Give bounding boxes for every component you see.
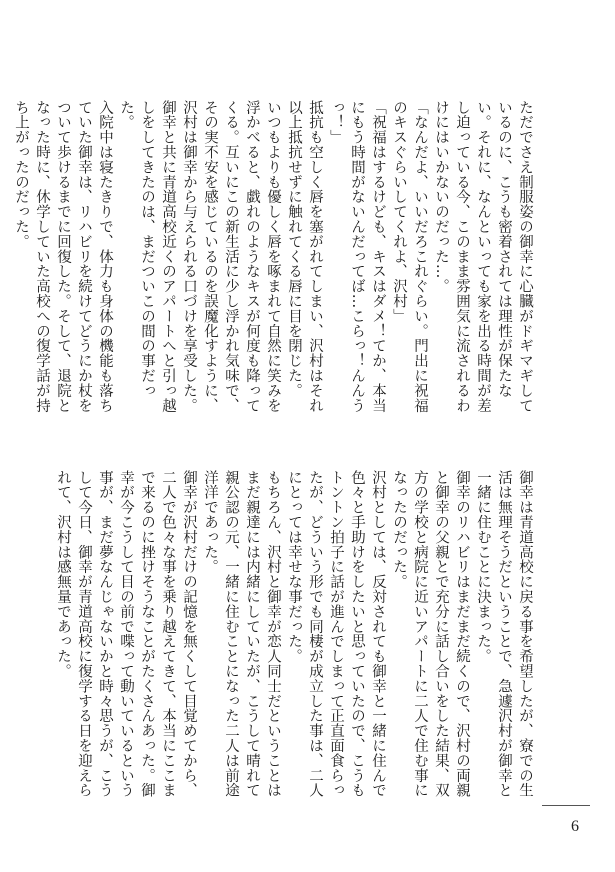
page-number-rule xyxy=(542,805,590,806)
paragraph: 御幸が沢村だけの記憶を無くして目覚めてから、二人で色々な事を乗り越えてきて、本当にここまで来るのに挫けそうなことがたくさんあった。御幸が今こうして目の前で喋って動いているという事が、まだ夢なんじゃないかと時々思うが、こうして今日、御幸が青道高校に復学する日を迎えられて、沢村は感無量であった。 xyxy=(55,470,197,798)
paragraph: ただでさえ制服姿の御幸に心臓がドギマギしているのに、こうも密着されては理性が保たない。それに、なんといっても家を出る時間が差し迫っている今、このまま雰囲気に流されるわけにはいかないのだった…。 xyxy=(433,100,533,413)
paragraph: もちろん、沢村と御幸が恋人同士だということはまだ親達には内緒にしていたが、こうして晴れて親公認の元、一緒に住むことになった二人は前途洋洋であった。 xyxy=(202,470,281,798)
paragraph: 御幸と共に青道高校近くのアパートへと引っ越しをしてきたのは、まだついこの間の事だった。 xyxy=(118,100,176,413)
body-text-lower xyxy=(55,470,535,810)
paragraph: 御幸は青道高校に戻る事を希望したが、寮での生活は無理そうだということで、急遽沢村が御幸と一緒に住むことに決まった。 xyxy=(475,470,533,798)
page-number: 6 xyxy=(571,818,579,835)
body-text-upper xyxy=(13,100,535,420)
paragraph: 抵抗も空しく唇を塞がれてしまい、沢村はそれ以上抵抗せずに触れてくる唇に目を閉じた。 xyxy=(286,100,323,413)
paragraph: 御幸のリハビリはまだまだ続くので、沢村の両親と御幸の父親とで充分に話し合いをした結果、双方の学校と病院に近いアパートに二人で住む事になったのだった。 xyxy=(391,470,470,798)
paragraph: 入院中は寝たきりで、体力も身体の機能も落ちていた御幸は、リハビリを続けてどうにか杖をついて歩けるまでに回復した。そして、退院となった時に、休学していた高校への復学話が持ち上がったのだった。 xyxy=(13,100,113,413)
paragraph: 「なんだよ、いいだろこれぐらい。門出に祝福のキスぐらいしてくれよ、沢村」 xyxy=(391,100,428,413)
paragraph: 沢村としては、反対されても御幸と一緒に住んで色々と手助けをしたいと思っていたので、こうもトントン拍子に話が進んでしまって正直面食らったが、どういう形でも同棲が成立した事は、二人にとっては幸せな事だった。 xyxy=(286,470,386,798)
paragraph: 「祝福はするけども、キスはダメ！てか、本当にもう時間がないんだってば…こらっ！んんうっ！」 xyxy=(328,100,386,413)
paragraph: いつもよりも優しく唇を啄まれて自然に笑みを浮かべると、戯れのようなキスが何度も降ってくる。互いにこの新生活に少し浮かれ気味で、その実不安を感じているのを誤魔化すように、沢村は御幸から与えられる口づけを享受した。 xyxy=(181,100,281,413)
